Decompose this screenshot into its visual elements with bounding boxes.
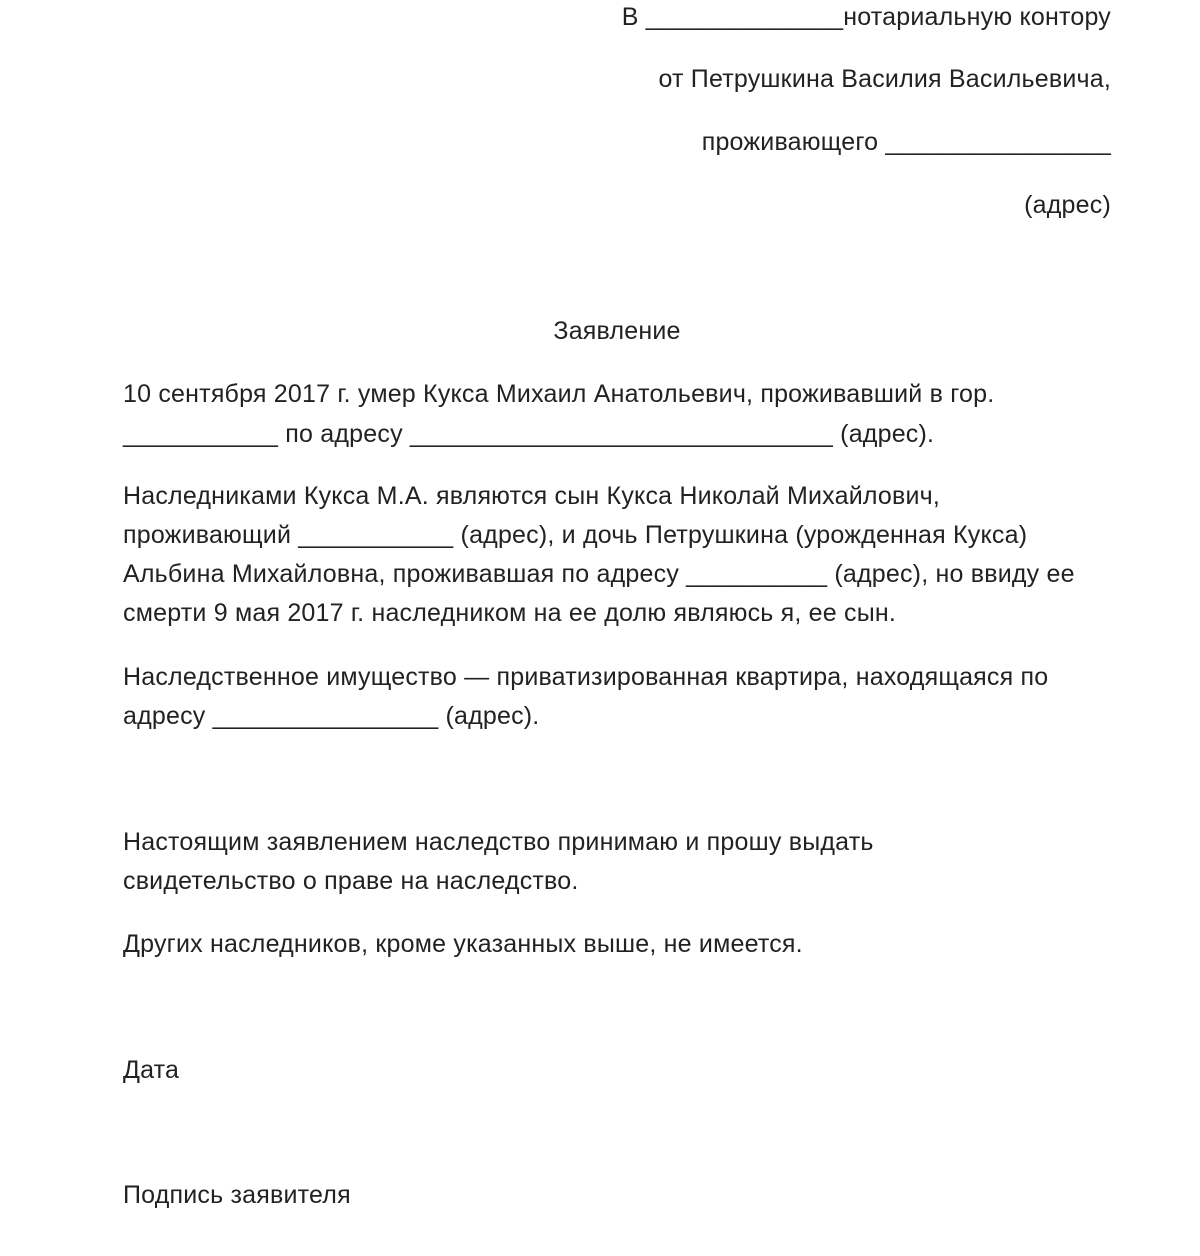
document-title: Заявление (553, 317, 681, 345)
header-from-applicant: от Петрушкина Василия Васильевича, (658, 65, 1111, 93)
paragraph-4-line-1: Настоящим заявлением наследство принимаю и прошу выдать (123, 828, 874, 856)
signature-label: Подпись заявителя (123, 1181, 351, 1209)
paragraph-3-line-2: адресу ________________ (адрес). (123, 702, 540, 730)
header-to-notary: В ______________нотариальную контору (621, 3, 1111, 31)
paragraph-1-line-2: ___________ по адресу ______________________________ (адрес). (123, 420, 935, 448)
paragraph-3-line-1: Наследственное имущество — приватизированная квартира, находящаяся по (123, 663, 1049, 691)
date-label: Дата (123, 1056, 180, 1084)
paragraph-2-line-3: Альбина Михайловна, проживавшая по адресу __________ (адрес), но ввиду ее (123, 560, 1075, 588)
header-address-note: (адрес) (1024, 191, 1111, 219)
paragraph-2-line-2: проживающий ___________ (адрес), и дочь Петрушкина (урожденная Кукса) (123, 521, 1028, 549)
paragraph-4-line-2: свидетельство о праве на наследство. (123, 867, 579, 895)
paragraph-5: Других наследников, кроме указанных выше, не имеется. (123, 930, 803, 958)
header-residing: проживающего ________________ (701, 128, 1111, 156)
paragraph-2-line-1: Наследниками Кукса М.А. являются сын Кукса Николай Михайлович, (123, 482, 941, 510)
paragraph-2-line-4: смерти 9 мая 2017 г. наследником на ее долю являюсь я, ее сын. (123, 599, 897, 627)
paragraph-1-line-1: 10 сентября 2017 г. умер Кукса Михаил Анатольевич, проживавший в гор. (123, 380, 995, 408)
